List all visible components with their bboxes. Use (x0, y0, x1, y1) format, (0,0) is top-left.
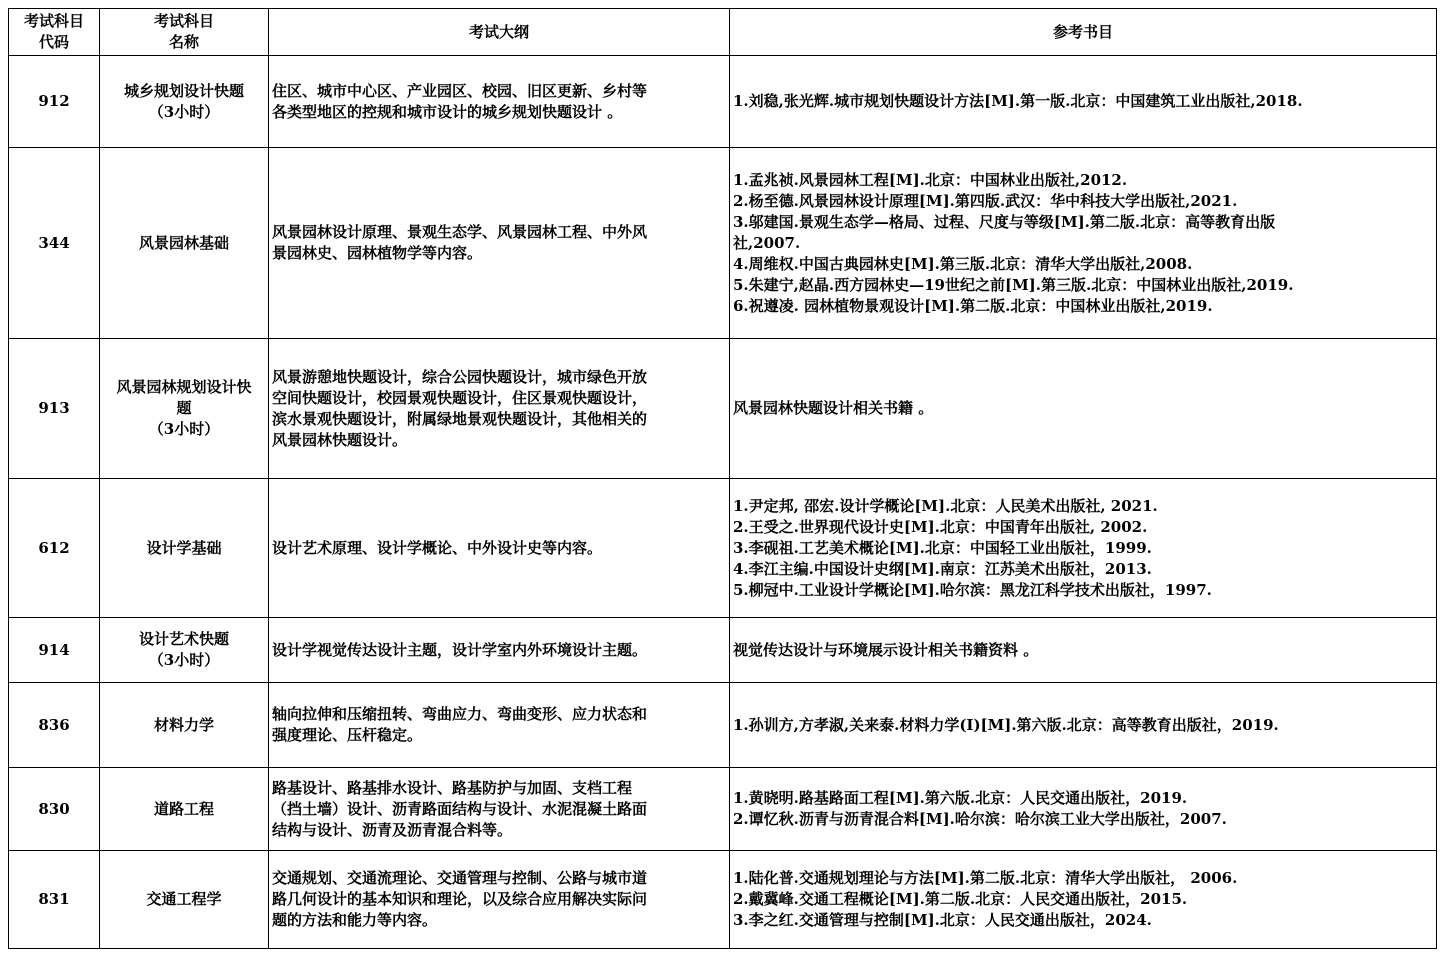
header-text: 代码 (38, 33, 69, 51)
outline-line: 各类型地区的控规和城市设计的城乡规划快题设计 。 (272, 102, 623, 121)
outline-line: 强度理论、压杆稳定。 (272, 726, 423, 744)
outline-line: 风景园林设计原理、景观生态学、风景园林工程、中外风 (272, 223, 648, 241)
table-row (9, 851, 1437, 949)
reference-line: 6.祝遵凌. 园林植物景观设计[M].第二版.北京：中国林业出版社,2019. (733, 296, 1213, 315)
subject-name-cell (100, 148, 269, 339)
outline-line: 风景游憩地快题设计，综合公园快题设计，城市绿色开放 (272, 367, 648, 386)
subject-name-cell (100, 56, 269, 148)
outline-cell (269, 339, 730, 479)
exam-subjects-table (8, 8, 1437, 949)
reference-line: 4.周维权.中国古典园林史[M].第三版.北京：清华大学出版社,2008. (733, 254, 1193, 273)
reference-line: 社,2007. (733, 233, 801, 252)
reference-line: 1.刘稳,张光辉.城市规划快题设计方法[M].第一版.北京：中国建筑工业出版社,2018. (733, 92, 1303, 110)
subject-code: 913 (38, 399, 70, 417)
subject-name-line: （3小时） (148, 651, 220, 669)
outline-cell (269, 148, 730, 339)
header-code (9, 9, 100, 56)
table-row (9, 618, 1437, 683)
references-cell (730, 339, 1437, 479)
reference-line: 1.黄晓明.路基路面工程[M].第六版.北京：人民交通出版社，2019. (733, 789, 1188, 807)
subject-code-cell (9, 851, 100, 949)
references-cell (730, 148, 1437, 339)
subject-code: 830 (38, 799, 70, 818)
references-cell (730, 683, 1437, 768)
subject-code: 914 (38, 640, 70, 659)
subject-code-cell (9, 339, 100, 479)
reference-line: 1.陆化普.交通规划理论与方法[M].第二版.北京：清华大学出版社， 2006. (733, 869, 1238, 887)
outline-cell (269, 851, 730, 949)
subject-code-cell (9, 618, 100, 683)
header-name (100, 9, 269, 56)
reference-line: 3.李之红.交通管理与控制[M].北京：人民交通出版社，2024. (733, 911, 1152, 929)
subject-name-line: （3小时） (148, 102, 220, 121)
subject-name-line: 材料力学 (153, 715, 214, 734)
reference-line: 2.杨至德.风景园林设计原理[M].第四版.武汉：华中科技大学出版社,2021. (733, 191, 1238, 210)
subject-code-cell (9, 479, 100, 618)
reference-line: 3.邬建国.景观生态学—格局、过程、尺度与等级[M].第二版.北京：高等教育出版 (733, 212, 1276, 231)
header-row (9, 9, 1437, 56)
outline-line: 滨水景观快题设计，附属绿地景观快题设计，其他相关的 (272, 409, 648, 428)
subject-code: 912 (38, 92, 70, 110)
subject-name-cell (100, 339, 269, 479)
table-row (9, 339, 1437, 479)
table-row (9, 479, 1437, 618)
outline-cell (269, 768, 730, 851)
subject-code-cell (9, 56, 100, 148)
subject-name-line: 设计艺术快题 (138, 630, 229, 648)
subject-name-line: （3小时） (148, 420, 220, 438)
subject-name-line: 风景园林基础 (138, 233, 229, 252)
outline-line: 结构与设计、沥青及沥青混合料等。 (272, 820, 513, 839)
reference-line: 2.戴冀峰.交通工程概论[M].第二版.北京：人民交通出版社，2015. (733, 890, 1188, 908)
outline-line: 设计学视觉传达设计主题，设计学室内外环境设计主题。 (272, 640, 648, 659)
reference-line: 风景园林快题设计相关书籍 。 (733, 399, 934, 417)
outline-line: 景园林史、园林植物学等内容。 (272, 244, 483, 262)
outline-line: 住区、城市中心区、产业园区、校园、旧区更新、乡村等 (272, 81, 648, 100)
subject-code: 831 (38, 890, 70, 908)
outline-cell (269, 618, 730, 683)
subject-name-line: 道路工程 (153, 799, 214, 818)
header-text: 考试科目 (23, 12, 84, 30)
table-row (9, 683, 1437, 768)
header-references (730, 9, 1437, 56)
reference-line: 视觉传达设计与环境展示设计相关书籍资料 。 (733, 640, 1039, 659)
table-row (9, 56, 1437, 148)
references-cell (730, 768, 1437, 851)
subject-code: 836 (38, 715, 70, 734)
outline-cell (269, 479, 730, 618)
subject-name-cell (100, 683, 269, 768)
subject-name-line: 城乡规划设计快题 (123, 81, 244, 100)
outline-line: 风景园林快题设计。 (272, 430, 408, 449)
subject-name-cell (100, 768, 269, 851)
subject-code: 344 (38, 233, 70, 252)
outline-line: 设计艺术原理、设计学概论、中外设计史等内容。 (272, 538, 603, 557)
outline-line: 题的方法和能力等内容。 (272, 911, 438, 929)
reference-line: 5.朱建宁,赵晶.西方园林史—19世纪之前[M].第三版.北京：中国林业出版社,2019. (733, 275, 1294, 294)
outline-line: 交通规划、交通流理论、交通管理与控制、公路与城市道 (272, 869, 648, 887)
subject-code-cell (9, 768, 100, 851)
subject-name-cell (100, 479, 269, 618)
reference-line: 2.谭忆秋.沥青与沥青混合料[M].哈尔滨：哈尔滨工业大学出版社，2007. (733, 810, 1227, 828)
outline-line: 路基设计、路基排水设计、路基防护与加固、支档工程 (272, 778, 633, 797)
references-cell (730, 618, 1437, 683)
subject-name-line: 题 (176, 399, 192, 417)
reference-line: 5.柳冠中.工业设计学概论[M].哈尔滨：黑龙江科学技术出版社，1997. (733, 580, 1212, 599)
outline-line: 空间快题设计，校园景观快题设计，住区景观快题设计， (272, 388, 648, 407)
subject-name-line: 设计学基础 (146, 538, 222, 557)
reference-line: 2.王受之.世界现代设计史[M].北京：中国青年出版社, 2002. (733, 517, 1148, 536)
header-text: 参考书目 (1052, 22, 1113, 41)
header-text: 考试科目 (153, 12, 214, 30)
header-text: 名称 (168, 33, 199, 51)
outline-cell (269, 683, 730, 768)
reference-line: 3.李砚祖.工艺美术概论[M].北京：中国轻工业出版社，1999. (733, 538, 1152, 557)
outline-line: （挡土墙）设计、沥青路面结构与设计、水泥混凝土路面 (272, 799, 648, 818)
subject-code-cell (9, 683, 100, 768)
table-row (9, 148, 1437, 339)
reference-line: 1.孙训方,方孝淑,关来泰.材料力学(I)[M].第六版.北京：高等教育出版社，2019. (733, 715, 1279, 734)
subject-name-line: 风景园林规划设计快 (116, 378, 252, 396)
reference-line: 1.孟兆祯.风景园林工程[M].北京：中国林业出版社,2012. (733, 170, 1128, 189)
references-cell (730, 56, 1437, 148)
reference-line: 1.尹定邦, 邵宏.设计学概论[M].北京：人民美术出版社, 2021. (733, 496, 1158, 515)
outline-line: 路几何设计的基本知识和理论，以及综合应用解决实际问 (272, 890, 648, 908)
subject-code: 612 (38, 538, 70, 557)
table-row (9, 768, 1437, 851)
subject-code-cell (9, 148, 100, 339)
outline-line: 轴向拉伸和压缩扭转、弯曲应力、弯曲变形、应力状态和 (272, 705, 648, 723)
header-outline (269, 9, 730, 56)
outline-cell (269, 56, 730, 148)
reference-line: 4.李江主编.中国设计史纲[M].南京：江苏美术出版社，2013. (733, 559, 1152, 578)
header-text: 考试大纲 (468, 22, 529, 41)
references-cell (730, 479, 1437, 618)
references-cell (730, 851, 1437, 949)
subject-name-line: 交通工程学 (146, 890, 222, 908)
subject-name-cell (100, 618, 269, 683)
subject-name-cell (100, 851, 269, 949)
